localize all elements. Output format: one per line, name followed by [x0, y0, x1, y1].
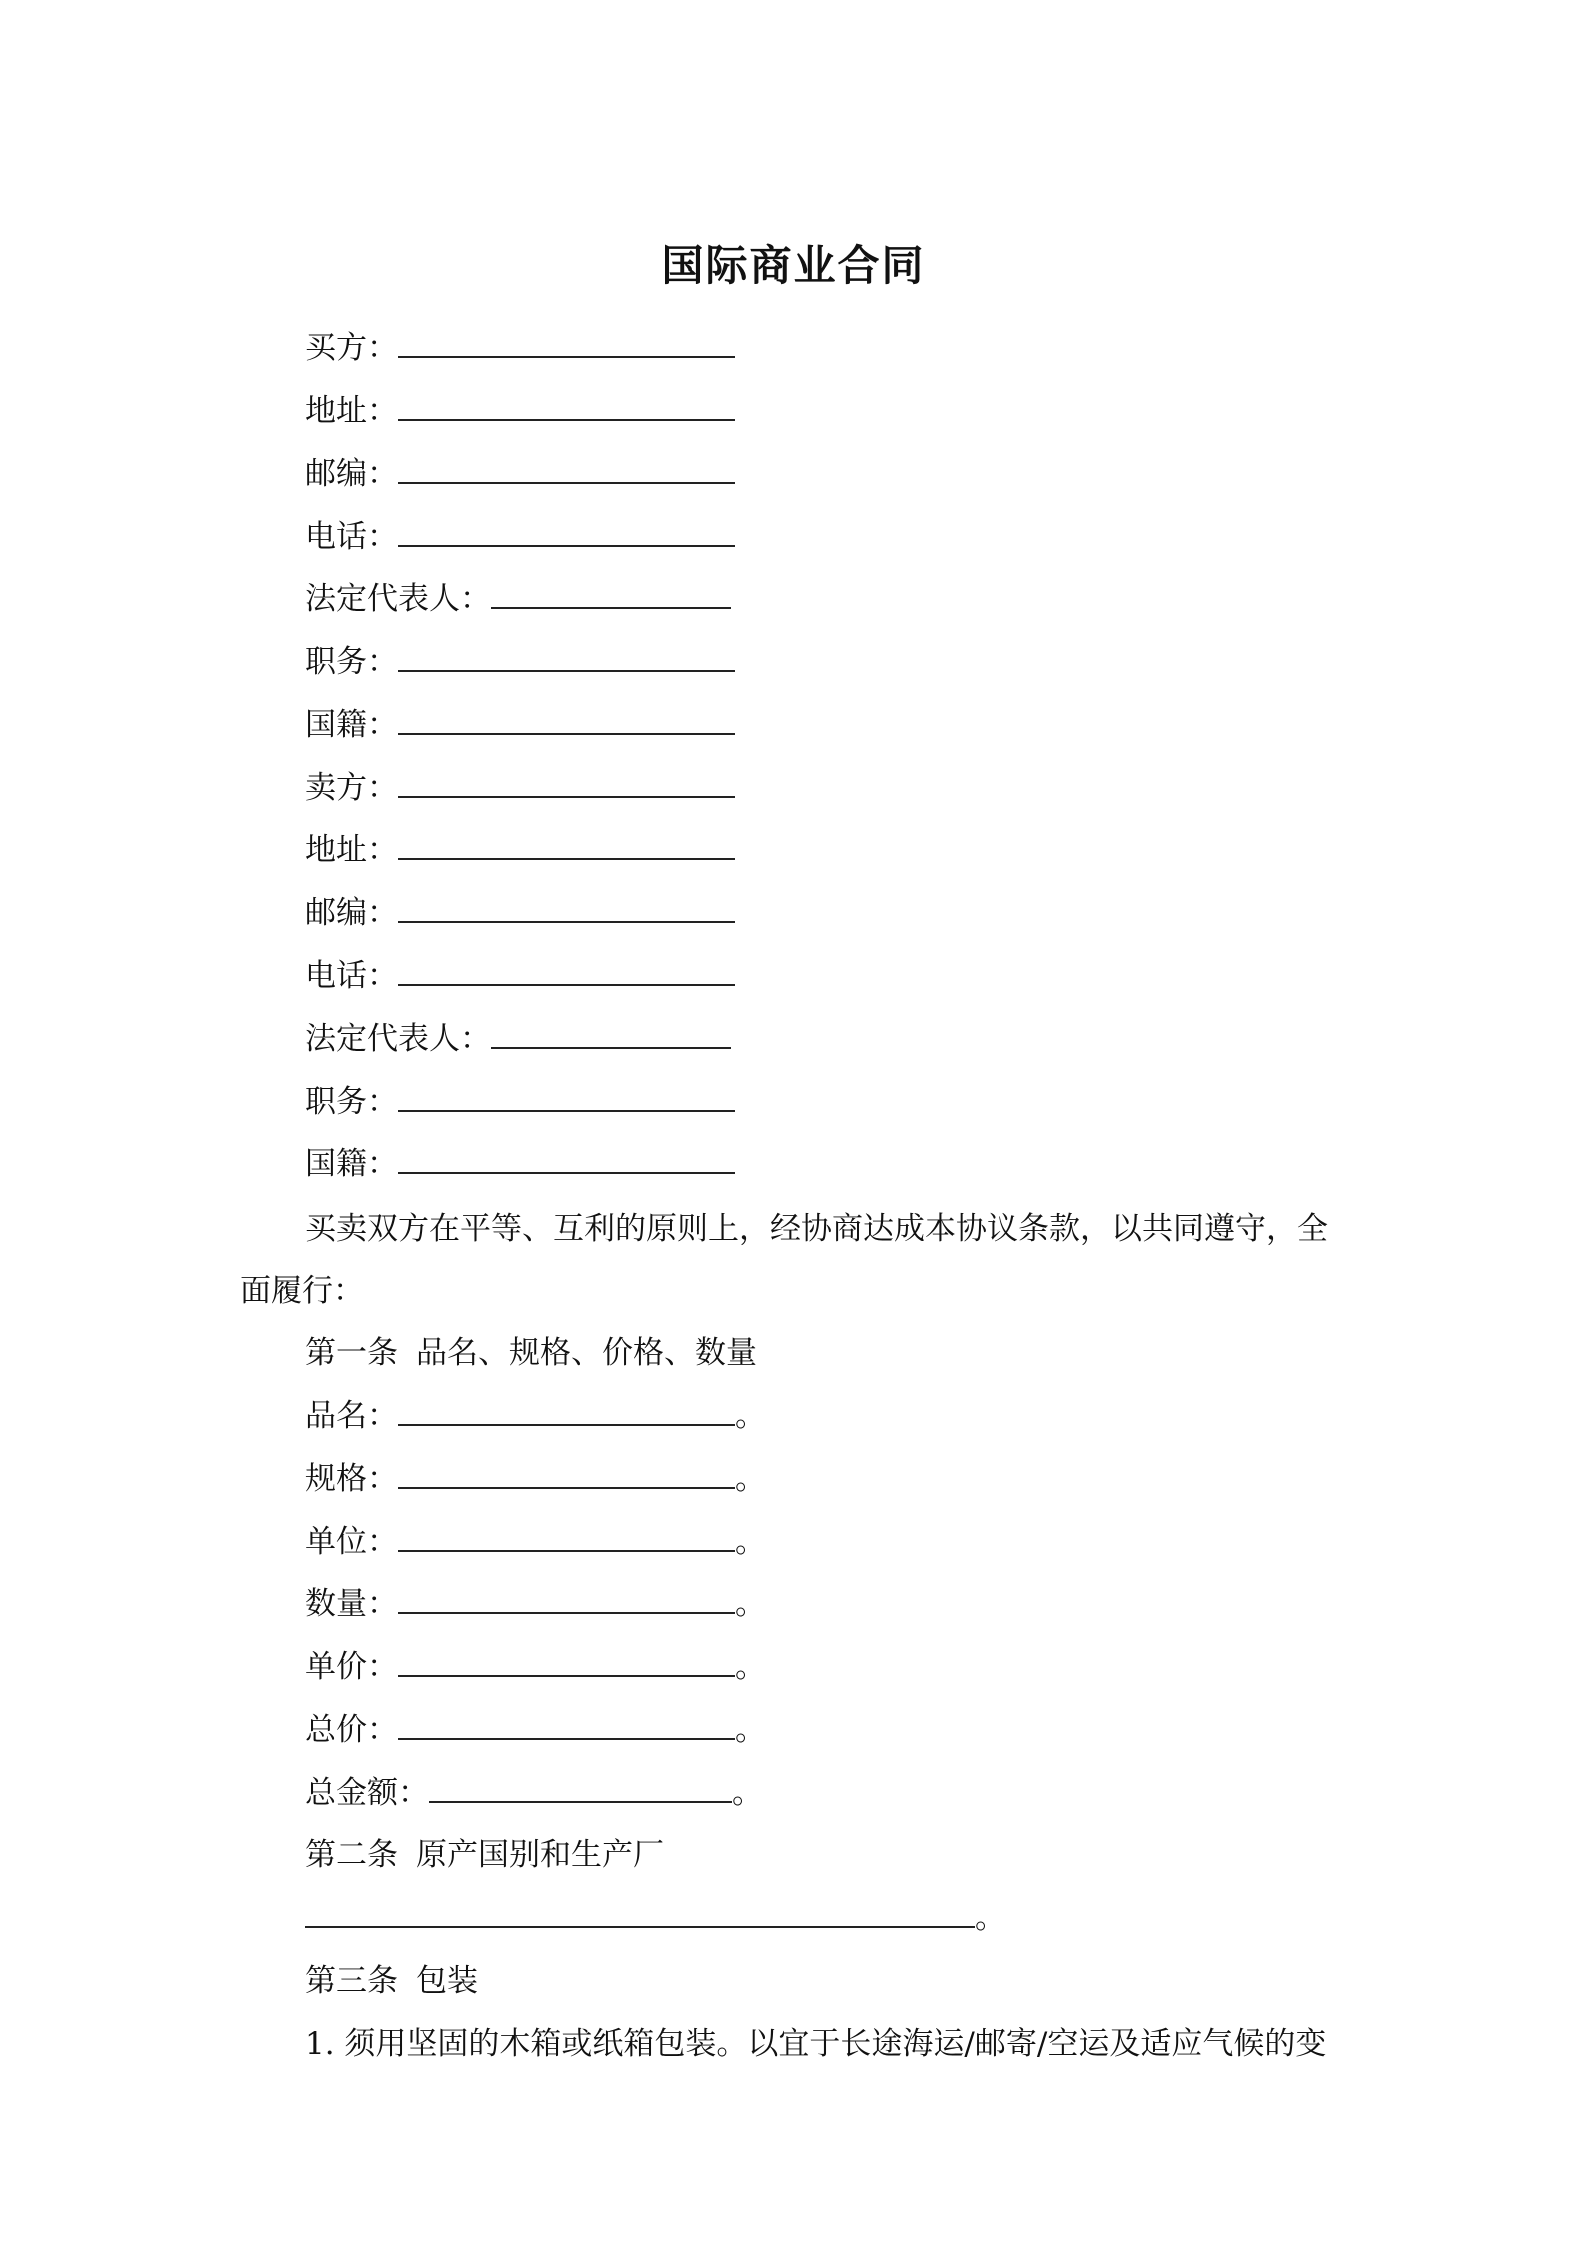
article1-heading [305, 1331, 757, 1375]
seller-legal-rep-label: 法定代表人： [305, 1021, 491, 1057]
period-mark: 。 [735, 1524, 766, 1560]
buyer-nationality-label: 国籍： [305, 707, 398, 743]
buyer-position-label: 职务： [305, 644, 398, 680]
seller-phone-blank[interactable] [398, 954, 735, 986]
seller-phone-label: 电话： [305, 958, 398, 994]
seller-postcode-blank[interactable] [398, 891, 735, 923]
seller-party-blank[interactable] [398, 766, 735, 798]
buyer-nationality-line [305, 703, 735, 747]
total-amount-line [305, 1771, 763, 1815]
seller-address-line [305, 828, 735, 872]
buyer-phone-label: 电话： [305, 519, 398, 555]
product-spec-line [305, 1457, 766, 1501]
seller-postcode-line [305, 891, 735, 935]
seller-phone-line [305, 954, 735, 998]
buyer-phone-blank[interactable] [398, 515, 735, 547]
total-price-label: 总价： [305, 1712, 398, 1748]
seller-position-line [305, 1080, 735, 1124]
product-unit-blank[interactable] [398, 1520, 735, 1552]
buyer-legal-rep-label: 法定代表人： [305, 581, 491, 617]
seller-address-label: 地址： [305, 832, 398, 868]
period-mark: 。 [732, 1775, 763, 1811]
total-amount-label: 总金额： [305, 1775, 429, 1811]
total-price-line [305, 1708, 766, 1752]
buyer-party-line [305, 326, 735, 370]
product-quantity-blank[interactable] [398, 1582, 735, 1614]
preamble-paragraph: 买卖双方在平等、互利的原则上，经协商达成本协议条款，以共同遵守，全面履行： [240, 1211, 1328, 1309]
document-title: 国际商业合同 [661, 241, 926, 290]
buyer-position-blank[interactable] [398, 640, 735, 672]
seller-nationality-line [305, 1142, 735, 1186]
seller-position-blank[interactable] [398, 1080, 735, 1112]
unit-price-line [305, 1645, 766, 1689]
period-mark: 。 [735, 1461, 766, 1497]
article2-title: 原产国别和生产厂 [416, 1837, 664, 1873]
article1-number: 第一条 [305, 1335, 398, 1371]
seller-position-label: 职务： [305, 1084, 398, 1120]
article2-number: 第二条 [305, 1837, 398, 1873]
period-mark: 。 [975, 1900, 1006, 1936]
period-mark: 。 [735, 1712, 766, 1748]
buyer-party-blank[interactable] [398, 326, 735, 358]
product-name-line [305, 1394, 766, 1438]
seller-party-label: 卖方： [305, 770, 398, 806]
product-name-label: 品名： [305, 1398, 398, 1434]
seller-legal-rep-line [305, 1017, 731, 1061]
buyer-address-blank[interactable] [398, 389, 735, 421]
period-mark: 。 [735, 1398, 766, 1434]
total-price-blank[interactable] [398, 1708, 735, 1740]
seller-nationality-blank[interactable] [398, 1142, 735, 1174]
unit-price-blank[interactable] [398, 1645, 735, 1677]
seller-nationality-label: 国籍： [305, 1146, 398, 1182]
product-spec-label: 规格： [305, 1461, 398, 1497]
article3-title: 包装 [416, 1963, 478, 1999]
buyer-nationality-blank[interactable] [398, 703, 735, 735]
buyer-postcode-label: 邮编： [305, 456, 398, 492]
seller-address-blank[interactable] [398, 828, 735, 860]
article2-heading [305, 1833, 664, 1877]
total-amount-blank[interactable] [429, 1771, 732, 1803]
unit-price-label: 单价： [305, 1649, 398, 1685]
buyer-position-line [305, 640, 735, 684]
buyer-postcode-blank[interactable] [398, 452, 735, 484]
buyer-postcode-line [305, 452, 735, 496]
product-name-blank[interactable] [398, 1394, 735, 1426]
product-unit-line [305, 1520, 766, 1564]
article3-number: 第三条 [305, 1963, 398, 1999]
product-quantity-label: 数量： [305, 1586, 398, 1622]
article3-item1: 1. 须用坚固的木箱或纸箱包装。以宜于长途海运/邮寄/空运及适应气候的变 [305, 2026, 1327, 2062]
seller-postcode-label: 邮编： [305, 895, 398, 931]
seller-legal-rep-blank[interactable] [491, 1017, 731, 1049]
buyer-legal-rep-line [305, 577, 731, 621]
period-mark: 。 [735, 1586, 766, 1622]
buyer-address-line [305, 389, 735, 433]
product-quantity-line [305, 1582, 766, 1626]
buyer-phone-line [305, 515, 735, 559]
buyer-legal-rep-blank[interactable] [491, 577, 731, 609]
product-unit-label: 单位： [305, 1524, 398, 1560]
article1-title: 品名、规格、价格、数量 [416, 1335, 757, 1371]
buyer-address-label: 地址： [305, 393, 398, 429]
article3-heading [305, 1959, 478, 2003]
origin-blank[interactable] [305, 1896, 975, 1928]
product-spec-blank[interactable] [398, 1457, 735, 1489]
origin-line [305, 1896, 1006, 1940]
seller-party-line [305, 766, 735, 810]
period-mark: 。 [735, 1649, 766, 1685]
buyer-party-label: 买方： [305, 330, 398, 366]
